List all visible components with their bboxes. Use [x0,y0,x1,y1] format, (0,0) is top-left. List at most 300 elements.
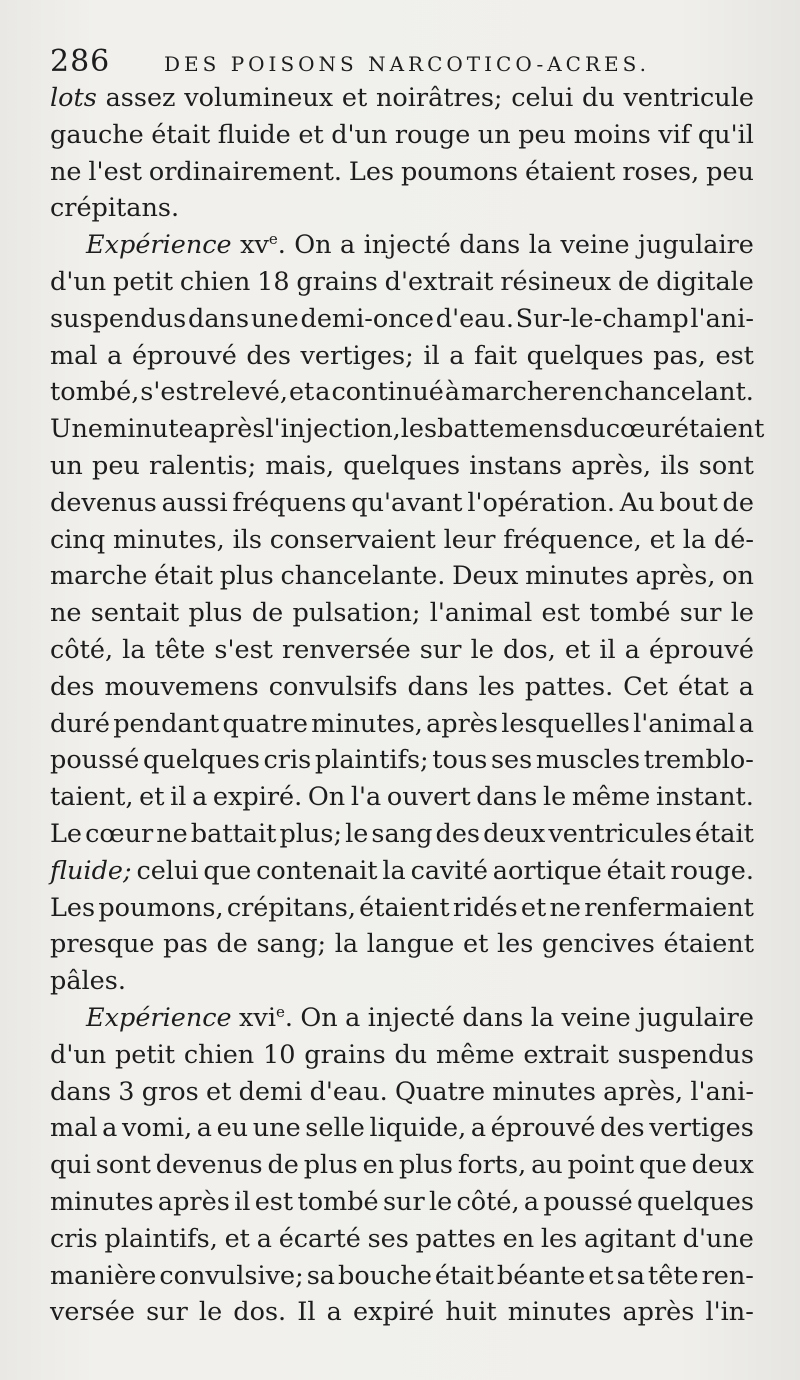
word: en [362,1150,395,1181]
word: vertiges; [300,340,414,371]
word: l'animal [429,598,533,629]
word: une [252,1113,301,1144]
word: pâles. [50,966,126,997]
word: de [251,598,284,629]
word: les [400,414,438,445]
word: roses, [622,156,700,187]
word: sur [146,1297,188,1328]
word: minutes [50,1186,154,1217]
word: agitant [584,1223,676,1254]
word: presque [50,929,155,960]
word: chancelant. [604,377,754,408]
word: 3 [118,1076,135,1107]
word: étaient [359,892,450,923]
word: et [588,1260,614,1291]
word: crépitans. [50,193,180,224]
word: mouvemens [104,671,259,702]
word: béante [496,1260,586,1291]
word: sont [698,450,754,481]
word: le [345,818,369,849]
word: petit [113,266,174,297]
word: s'est [140,377,199,408]
word: était [694,818,754,849]
word: l'a [350,782,382,813]
text-line [50,190,754,227]
word: de [267,1150,299,1181]
word: de [216,929,248,960]
word: lots [50,83,97,113]
word: selle [305,1113,365,1144]
word: après [426,708,498,739]
word: expiré [352,1297,435,1328]
word: petit [114,1039,176,1070]
word: il [423,340,440,371]
word: était [434,1260,494,1291]
word: et [463,929,489,960]
word: chancelante. [280,561,446,592]
word: la [122,634,146,665]
word: les [478,671,515,702]
word: aussi [161,487,228,518]
word: demi-once [300,303,435,334]
word: vomi, [121,1113,193,1144]
word: gros [141,1076,199,1107]
word: pas [163,929,208,960]
word: était [606,855,666,886]
word: $xv^e$. [240,230,286,261]
word: a [624,634,640,665]
word: sa [616,1260,645,1291]
word: un [50,450,83,481]
word: l'opération. [467,487,615,518]
text-line [50,117,754,154]
text-line [50,669,754,706]
word: 10 [263,1039,296,1070]
word: dos, [502,634,556,665]
word: Le [50,818,83,849]
word: expiré. [212,782,303,813]
word: de [617,266,650,297]
word: Il [297,1297,316,1328]
word: de [722,487,754,518]
word: fréquence, [503,524,642,555]
word: du [394,1039,428,1070]
word: ventricules [548,818,692,849]
text-line [50,1221,754,1258]
word: après [157,1186,230,1217]
word: rouge [394,119,471,150]
page-header [50,44,750,84]
word: Deux [452,561,519,592]
word: l'injection, [265,414,401,445]
text-line [50,338,754,375]
word: éprouvé [490,1113,596,1144]
word: l'est [88,156,142,187]
word: et [341,83,368,113]
word: le [198,1297,223,1328]
word: xvi$^e$. [239,1002,293,1033]
word: ne [50,156,82,187]
word: On [307,782,346,813]
word: a [102,1113,118,1144]
text-line [50,301,754,338]
text-line [50,742,754,779]
word: a [470,1113,487,1144]
word: a [315,377,331,408]
word: d'une [682,1223,754,1254]
word: manière [50,1260,157,1291]
word: le [730,598,754,629]
word: après [193,414,266,445]
word: était [151,119,211,150]
text-line [50,1147,754,1184]
word: sur [679,598,722,629]
word: d'extrait [384,266,494,297]
word: Une [50,414,104,445]
word: dos. [233,1297,287,1328]
word: côté, [50,634,114,665]
word: Quatre [394,1076,486,1107]
word: des [435,818,481,849]
word: sang; [256,929,327,960]
word: fréquens [232,487,347,518]
text-line [50,80,754,117]
word: après, [635,561,716,592]
word: plaintifs; [314,745,429,776]
word: que [203,855,252,886]
word: sentait [90,598,180,629]
word: sur [419,634,462,665]
word: rouge. [670,855,754,886]
word: poumons [400,156,519,187]
word: minutes, [113,524,225,555]
word: Les [348,156,395,187]
word: instant. [656,782,754,813]
word: Expérience [86,1002,232,1033]
word: cavité [410,855,488,886]
word: côté, [456,1186,520,1217]
word: ses [367,1223,409,1254]
word: cris [50,1223,98,1254]
word: dans [462,1002,524,1033]
word: bout [659,487,718,518]
word: demi [238,1076,303,1107]
word: poumons, [98,892,224,923]
text-line [50,1037,754,1074]
text-line [50,154,754,191]
word: dans [459,230,521,261]
word: qui [50,1150,91,1181]
text-line [50,706,754,743]
word: poussé [543,1186,633,1217]
word: injecté [367,1002,455,1033]
word: que [638,1150,687,1181]
word: a [738,708,754,739]
word: pattes [415,1223,496,1254]
word: deux [483,818,546,849]
word: ils [660,450,690,481]
word: quatre [222,708,308,739]
word: point [567,1150,635,1181]
word: marcher [461,377,571,408]
word: moins [573,119,651,150]
word: bouche [338,1260,432,1291]
word: il [170,782,187,813]
word: veine [561,1002,631,1033]
word: on [722,561,754,592]
word: le [542,782,567,813]
word: et [520,892,547,923]
word: d'un [331,119,388,150]
word: celui [511,83,574,113]
word: et [288,377,315,408]
word: un [477,119,511,150]
word: convulsive; [159,1260,304,1291]
word: On [294,230,332,261]
word: minutes [525,561,629,592]
word: cris [263,745,312,776]
text-line [50,1184,754,1221]
word: plaintifs, [104,1223,218,1254]
word: étaient [663,929,754,960]
word: suspendus [50,303,187,334]
word: Cet [623,671,669,702]
word: plus [188,598,243,629]
word: aortique [492,855,602,886]
word: tous [432,745,488,776]
word: fluide; [50,855,132,886]
word: et [205,1076,232,1107]
word: devenus [155,1150,263,1181]
word: après, [571,450,652,481]
word: dé- [713,524,754,555]
word: noirâtres; [375,83,503,113]
word: en [571,377,604,408]
word: poussé [50,745,140,776]
text-line [50,485,754,522]
word: minute [103,414,194,445]
word: pulsation; [292,598,421,629]
word: dans [476,782,538,813]
word: s'est [214,634,273,665]
word: a [326,1297,342,1328]
word: en [502,1223,535,1254]
word: a [738,671,754,702]
word: ne [156,818,188,849]
word: quelques [526,340,644,371]
word: deux [691,1150,754,1181]
word: a [345,1002,361,1033]
word: liquide, [369,1113,467,1144]
text-line [50,926,754,963]
word: veine [560,230,630,261]
text-line [50,448,754,485]
word: d'eau. [309,1076,388,1107]
word: est [254,1186,294,1217]
word: des [600,1113,645,1144]
text-line [50,374,754,411]
word: pas, [653,340,706,371]
word: et [298,119,324,150]
word: grains [296,266,378,297]
word: gencives [542,929,655,960]
word: a [256,1223,272,1254]
word: ralentis; [149,450,257,481]
word: relevé, [199,377,288,408]
word: la [682,524,707,555]
word: l'ani- [690,1076,754,1107]
text-line [50,779,754,816]
text-line [50,963,754,1000]
word: écarté [278,1223,361,1254]
word: du [582,83,615,113]
word: peu [518,119,567,150]
text-line [50,1000,754,1037]
word: langue [366,929,455,960]
word: vif [658,119,691,150]
word: lesquelles [501,708,630,739]
word: digitale [656,266,754,297]
text-line [50,890,754,927]
word: qu'il [697,119,754,150]
text-line [50,522,754,559]
word: sont [95,1150,151,1181]
word: ouvert [386,782,471,813]
word: jugulaire [638,1002,754,1033]
word: assez [105,83,176,113]
word: ren- [701,1260,754,1291]
word: Expérience [86,230,232,261]
word: même [571,782,651,813]
word: tête [647,1260,699,1291]
word: ridés [452,892,518,923]
word: jugulaire [638,230,754,261]
word: On [300,1002,338,1033]
word: plus [219,561,274,592]
word: plus [303,1150,358,1181]
word: quelques [343,450,461,481]
word: ne [50,598,82,629]
running-title: DES POISONS NARCOTICO-ACRES. [164,52,650,76]
word: la [334,929,359,960]
word: renversée [282,634,411,665]
word: à [444,377,461,408]
word: des [50,671,95,702]
word: pattes. [524,671,614,702]
text-line [50,632,754,669]
word: pendant [113,708,220,739]
word: sang [371,818,433,849]
word: a [449,340,465,371]
word: forts, [457,1150,527,1181]
word: crépitans, [226,892,356,923]
word: a [340,230,356,261]
word: peu [92,450,140,481]
word: mal [50,340,98,371]
word: devenus [50,487,157,518]
word: extrait [523,1039,609,1070]
word: quelques [637,1186,754,1217]
word: versée [50,1297,135,1328]
word: quelques [142,745,260,776]
word: une [250,303,299,334]
word: 18 [257,266,290,297]
word: et [564,634,591,665]
word: a [107,340,123,371]
word: fluide [217,119,291,150]
word: la [528,230,553,261]
word: ses [490,745,533,776]
word: et [649,524,675,555]
word: après [622,1297,695,1328]
word: grains [304,1039,386,1070]
word: est [541,598,580,629]
word: le [428,1186,453,1217]
word: eu [216,1113,249,1144]
word: convulsifs [268,671,398,702]
word: il [599,634,616,665]
word: mais, [265,450,335,481]
word: ne [549,892,581,923]
word: dans [407,671,469,702]
word: l'animal [633,708,736,739]
word: plus [398,1150,453,1181]
word: marche [50,561,148,592]
word: cinq [50,524,106,555]
word: du [573,414,606,445]
word: la [382,855,406,886]
word: sur [382,1186,425,1217]
word: dans [50,1076,112,1107]
word: vertiges [649,1113,754,1144]
text-line [50,558,754,595]
word: muscles [535,745,641,776]
word: minutes [492,1076,596,1107]
word: au [531,1150,563,1181]
word: le [470,634,494,665]
word: gauche [50,119,144,150]
word: la [530,1002,555,1033]
word: tombé, [50,377,140,408]
word: continué [331,377,444,408]
word: même [436,1039,515,1070]
body-text [50,80,765,1331]
word: minutes [507,1297,612,1328]
word: tête [154,634,206,665]
text-line [50,264,754,301]
text-line [50,595,754,632]
word: l'ani- [690,303,754,334]
word: est [715,340,754,371]
word: tombé [589,598,671,629]
word: ordinairement. [148,156,343,187]
text-line [50,1258,754,1295]
word: résineux [500,266,612,297]
word: ils [232,524,262,555]
word: après, [603,1076,684,1107]
word: éprouvé [649,634,754,665]
word: battait [190,818,277,849]
word: l'in- [705,1297,754,1328]
text-line [50,1110,754,1147]
word: tremblo- [643,745,754,776]
text-line [50,411,765,448]
word: Les [50,892,96,923]
word: celui [136,855,199,886]
word: d'eau. [435,303,514,334]
word: volumineux [184,83,334,113]
word: a [523,1186,540,1217]
